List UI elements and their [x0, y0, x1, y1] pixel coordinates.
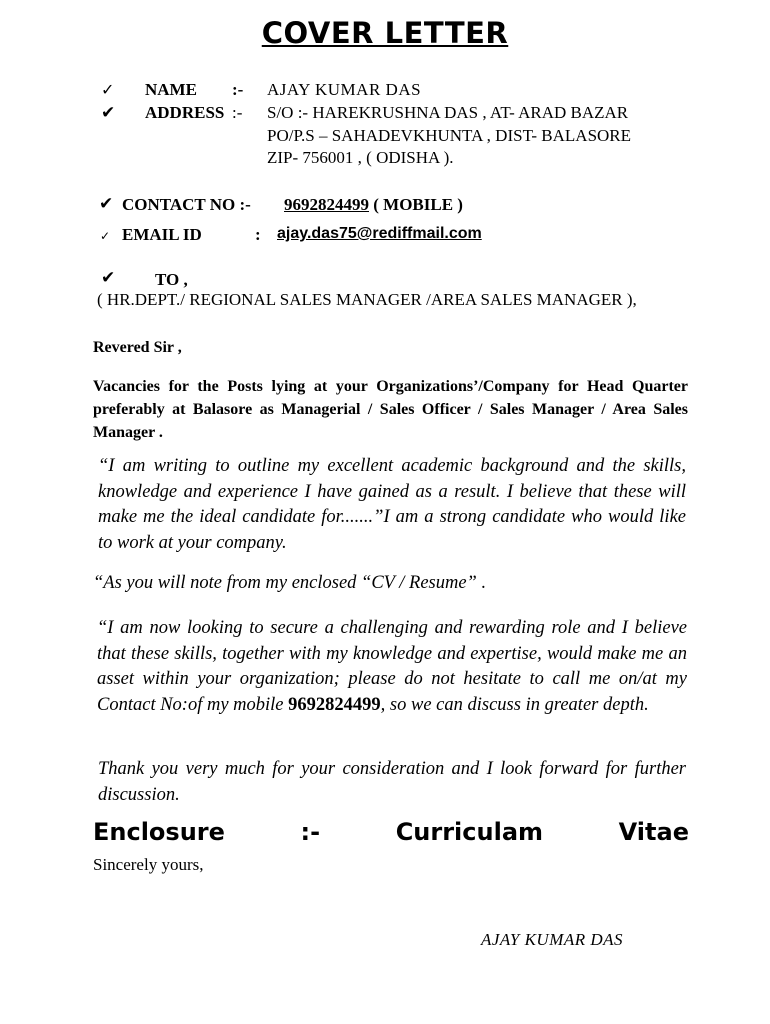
address-line: ZIP- 756001 , ( ODISHA ).	[267, 148, 454, 167]
subject: Vacancies for the Posts lying at your Organizations’/Company for Head Quarter preferably at Balasore as Managerial / Sales Officer / Sales Manager / Area Sales Manager .	[93, 378, 688, 441]
page-title: COVER LETTER	[261, 16, 509, 50]
phone-link[interactable]: 9692824499	[284, 195, 369, 214]
contact-suffix: ( MOBILE )	[373, 195, 463, 214]
address-separator: :-	[232, 103, 243, 122]
name-separator: :-	[232, 80, 244, 99]
contact-number	[284, 195, 463, 215]
mobile-number: 9692824499	[288, 694, 381, 715]
checkmark-icon: ✓	[101, 80, 115, 99]
email-label: EMAIL ID	[122, 225, 202, 244]
paragraph-intro: “I am writing to outline my excellent academic background and the skills, knowledge and experience I have gained as a result. I believe that these will make me the ideal candidate for.......”I am a strong candidate who would like to work at your company.	[98, 456, 686, 553]
enclosure-separator: :-	[300, 818, 321, 846]
checkmark-icon: ✔	[99, 194, 114, 214]
address-line: S/O :- HAREKRUSHNA DAS , AT- ARAD BAZAR	[267, 103, 629, 122]
checkmark-icon: ✔	[101, 103, 116, 123]
paragraph-role	[97, 616, 687, 718]
enclosure-line	[93, 818, 689, 846]
paragraph-thanks: Thank you very much for your consideration and I look forward for further discussion.	[98, 759, 686, 805]
checkmark-icon: ✓	[100, 229, 111, 243]
paragraph-cv: “As you will note from my enclosed “CV / Resume” .	[93, 573, 487, 593]
paragraph-role-text: “I am now looking to secure a challenging and rewarding role and I believe that these skills, together with my knowledge and expertise, would make me an asset within your organization; please do not hesitate to call me on/at my Contact No:of my mobile	[97, 618, 687, 715]
salutation: Revered Sir ,	[93, 339, 182, 356]
address-line: PO/P.S – SAHADEVKHUNTA , DIST- BALASORE	[267, 126, 632, 145]
enclosure-label: Enclosure	[93, 818, 225, 846]
checkmark-icon: ✔	[101, 268, 116, 288]
to-label: TO ,	[155, 270, 188, 289]
recipient: ( HR.DEPT./ REGIONAL SALES MANAGER /AREA SALES MANAGER ),	[97, 290, 637, 309]
enclosure-word: Vitae	[618, 818, 689, 846]
email-separator: :	[255, 225, 261, 244]
contact-label: CONTACT NO :-	[122, 195, 251, 214]
name-value: AJAY KUMAR DAS	[267, 80, 422, 99]
paragraph-role-end: , so we can discuss in greater depth.	[380, 694, 649, 715]
email-link[interactable]: ajay.das75@rediffmail.com	[277, 225, 482, 242]
enclosure-word: Curriculam	[395, 818, 544, 846]
address-label: ADDRESS	[145, 103, 225, 122]
closing: Sincerely yours,	[93, 855, 204, 874]
name-label: NAME	[145, 80, 197, 99]
signature: AJAY KUMAR DAS	[481, 930, 624, 949]
